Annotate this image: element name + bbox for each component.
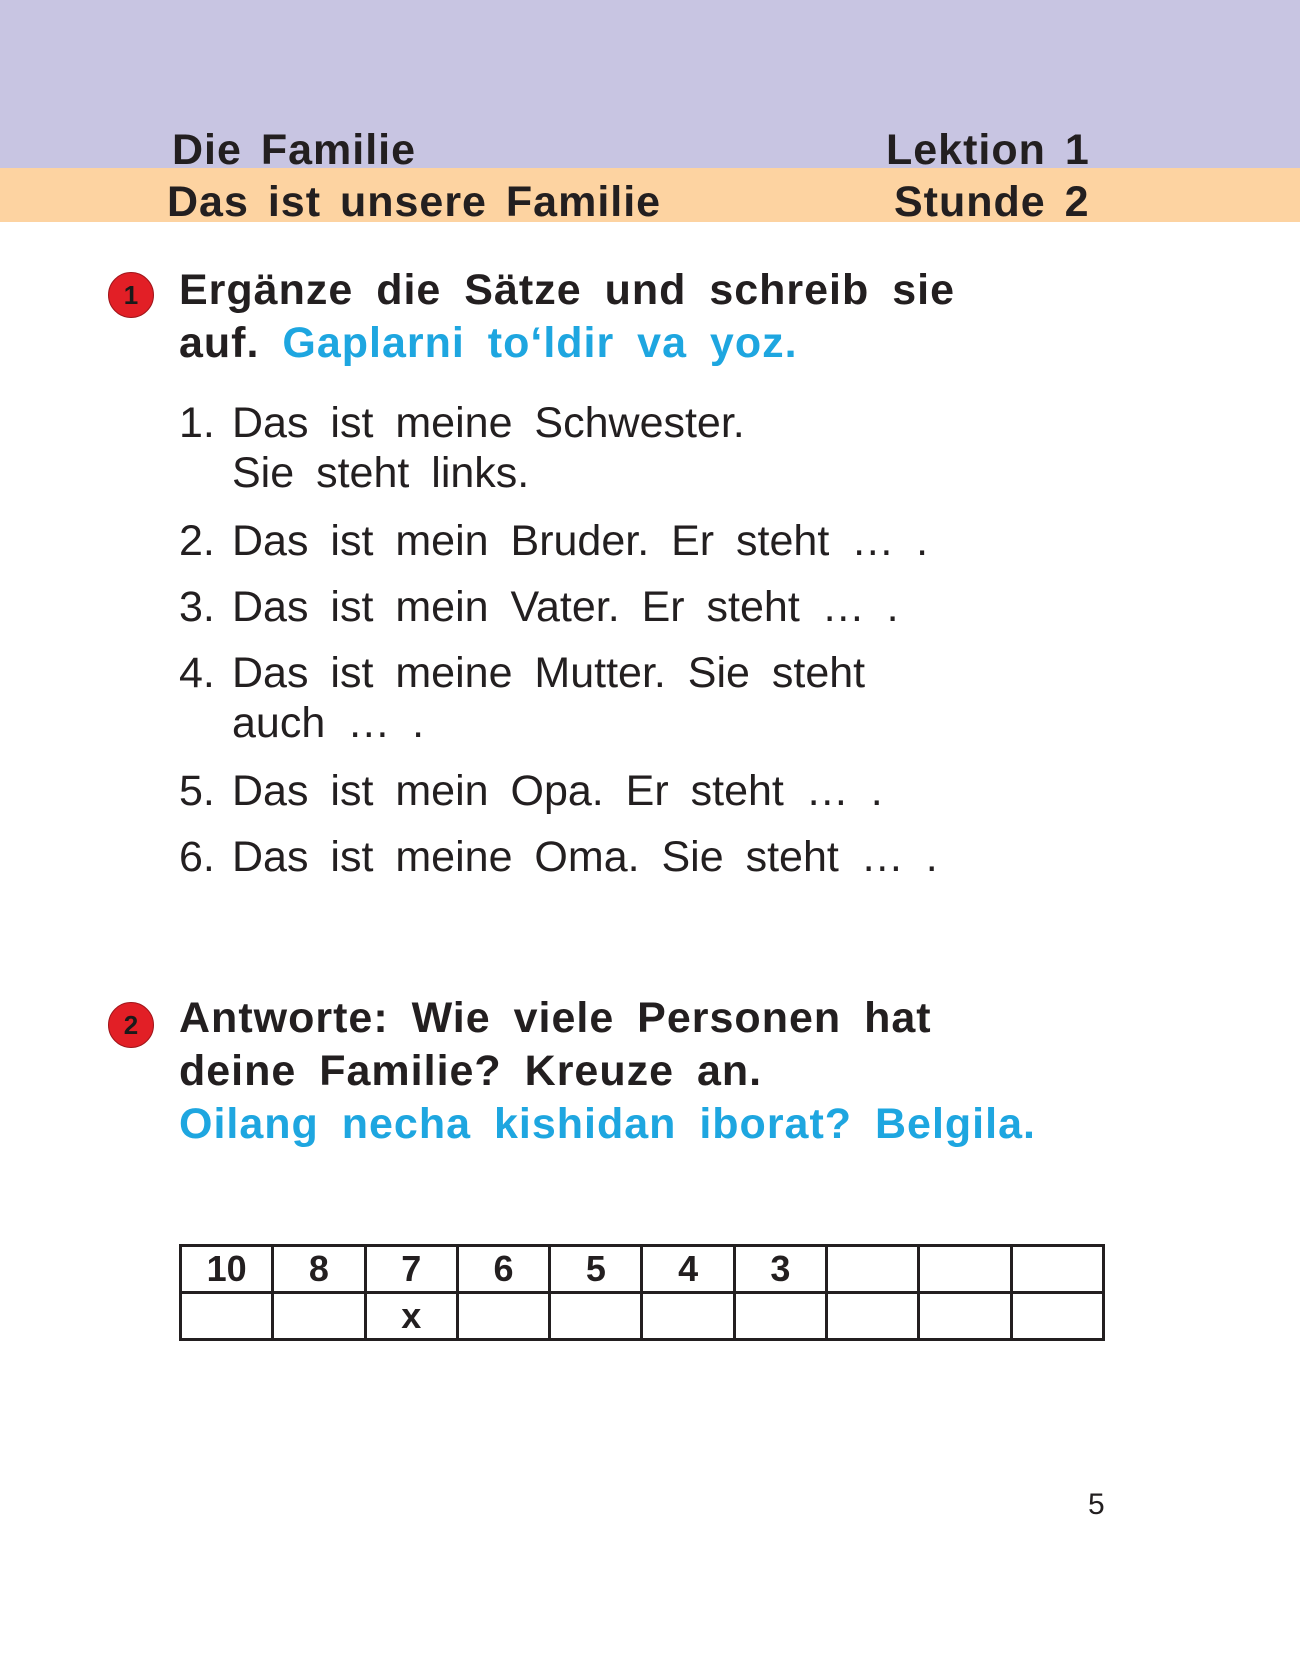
item-line: Das ist meine Mutter. Sie steht: [232, 649, 866, 697]
item-number: 4.: [179, 649, 215, 697]
item-line-continued: auch … .: [232, 699, 425, 747]
table-cell: 10: [181, 1246, 273, 1293]
item-line: Das ist meine Schwester.: [232, 399, 745, 447]
item-line-continued: Sie steht links.: [232, 449, 530, 497]
task-2-instruction-uz: Oilang necha kishidan iborat? Belgila.: [179, 1100, 1036, 1148]
checkbox-cell[interactable]: [642, 1293, 734, 1340]
table-cell: 3: [734, 1246, 826, 1293]
list-item: [179, 648, 938, 748]
list-item: [179, 766, 938, 816]
table-cell: 4: [642, 1246, 734, 1293]
table-mark-row: [181, 1293, 1104, 1340]
table-cell: 7: [365, 1246, 457, 1293]
page-number: 5: [1088, 1488, 1105, 1521]
item-number: 6.: [179, 833, 215, 881]
table-cell: [827, 1246, 919, 1293]
checkbox-cell[interactable]: [181, 1293, 273, 1340]
checkbox-cell[interactable]: [734, 1293, 826, 1340]
subtopic-title: Das ist unsere Familie: [167, 178, 662, 226]
item-number: 2.: [179, 517, 215, 565]
task-1-instruction-line2: [179, 317, 798, 370]
checkbox-cell[interactable]: x: [365, 1293, 457, 1340]
task-2-badge: 2: [108, 1002, 154, 1048]
checkbox-cell[interactable]: [919, 1293, 1011, 1340]
list-item: [179, 516, 938, 566]
list-item: [179, 832, 938, 882]
item-line: Das ist mein Vater. Er steht … .: [232, 583, 899, 631]
sentence-list: [179, 398, 938, 882]
topic-title: Die Familie: [172, 126, 417, 174]
item-line: Das ist meine Oma. Sie steht … .: [232, 833, 938, 881]
list-item: [179, 582, 938, 632]
table-cell: 5: [550, 1246, 642, 1293]
checkbox-cell[interactable]: [273, 1293, 365, 1340]
task-1-instruction-uz: Gaplarni to‘ldir va yoz.: [282, 319, 798, 367]
checkbox-cell[interactable]: [550, 1293, 642, 1340]
lesson-label: Lektion 1: [886, 126, 1090, 174]
item-number: 5.: [179, 767, 215, 815]
checkbox-cell[interactable]: [457, 1293, 549, 1340]
task-1-instruction-line1: Ergänze die Sätze und schreib sie: [179, 266, 955, 314]
table-header-row: [181, 1246, 1104, 1293]
table-cell: [919, 1246, 1011, 1293]
task-1-badge: 1: [108, 272, 154, 318]
checkbox-cell[interactable]: [1011, 1293, 1103, 1340]
answer-table: [179, 1244, 1105, 1341]
checkbox-cell[interactable]: [827, 1293, 919, 1340]
hour-label: Stunde 2: [894, 178, 1090, 226]
item-line: Das ist mein Bruder. Er steht … .: [232, 517, 929, 565]
item-number: 3.: [179, 583, 215, 631]
task-1-instruction-de: auf.: [179, 319, 260, 367]
list-item: [179, 398, 938, 498]
task-2-instruction-line1: Antworte: Wie viele Personen hat: [179, 994, 932, 1042]
table-cell: 8: [273, 1246, 365, 1293]
item-number: 1.: [179, 399, 215, 447]
item-line: Das ist mein Opa. Er steht … .: [232, 767, 883, 815]
table-cell: 6: [457, 1246, 549, 1293]
task-2-instruction-line2: deine Familie? Kreuze an.: [179, 1047, 763, 1095]
table-cell: [1011, 1246, 1103, 1293]
